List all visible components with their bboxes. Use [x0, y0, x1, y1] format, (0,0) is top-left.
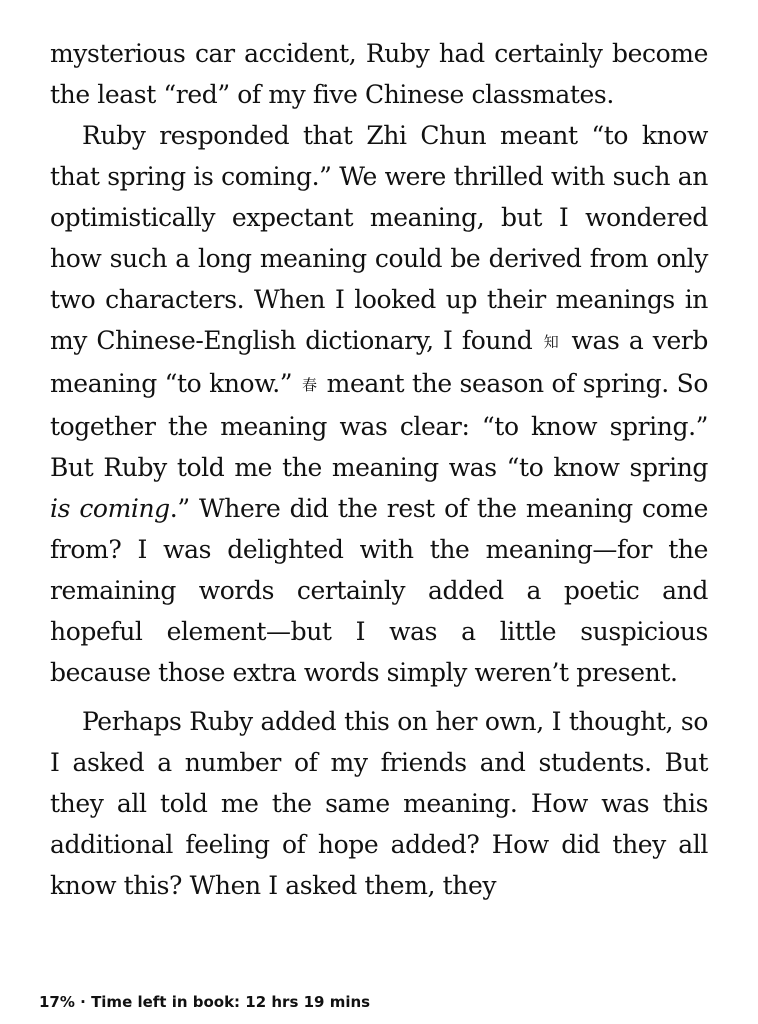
- paragraph-text: mysterious car accident, Ruby had certainly become the least “red” of my five Chinese classmates.: [50, 39, 708, 109]
- paragraph-1: [50, 33, 708, 115]
- paragraph-2: [50, 115, 708, 693]
- time-left-label: Time left in book:: [91, 993, 246, 1011]
- paragraph-text: Ruby responded that Zhi Chun meant “to know that spring is coming.” We were thrilled with such an optimistically expectant meaning, but I wondered how such a long meaning could be derived from only two characters. When I looked up their meanings in my Chinese-English dictionary, I found: [50, 121, 708, 355]
- paragraph-text: was a verb meaning “to know.”: [50, 326, 708, 398]
- paragraph-text: Perhaps Ruby added this on her own, I thought, so I asked a number of my friends and students. But they all told me the same meaning. How was this additional feeling of hope added? How did they all know this? When I asked them, they: [50, 707, 708, 900]
- time-left-value: 12 hrs 19 mins: [245, 993, 371, 1011]
- reading-progress-footer[interactable]: [39, 993, 370, 1011]
- progress-percent: 17%: [39, 993, 75, 1011]
- chinese-character-zhi: 知: [543, 333, 561, 351]
- reading-page[interactable]: [50, 33, 708, 906]
- footer-separator: ·: [74, 993, 92, 1011]
- chinese-character-chun: 春: [301, 376, 317, 394]
- paragraph-3: [50, 701, 708, 906]
- paragraph-text: .” Where did the rest of the meaning come from? I was delighted with the meaning—for the remaining words certainly added a poetic and hopeful element—but I was a little suspicious because those extra words simply weren’t present.: [50, 494, 708, 687]
- italic-text: is coming: [50, 494, 170, 523]
- paragraph-text: meant the season of spring. So together the meaning was clear: “to know spring.” But Ruby told me the meaning was “to know spring: [50, 369, 709, 482]
